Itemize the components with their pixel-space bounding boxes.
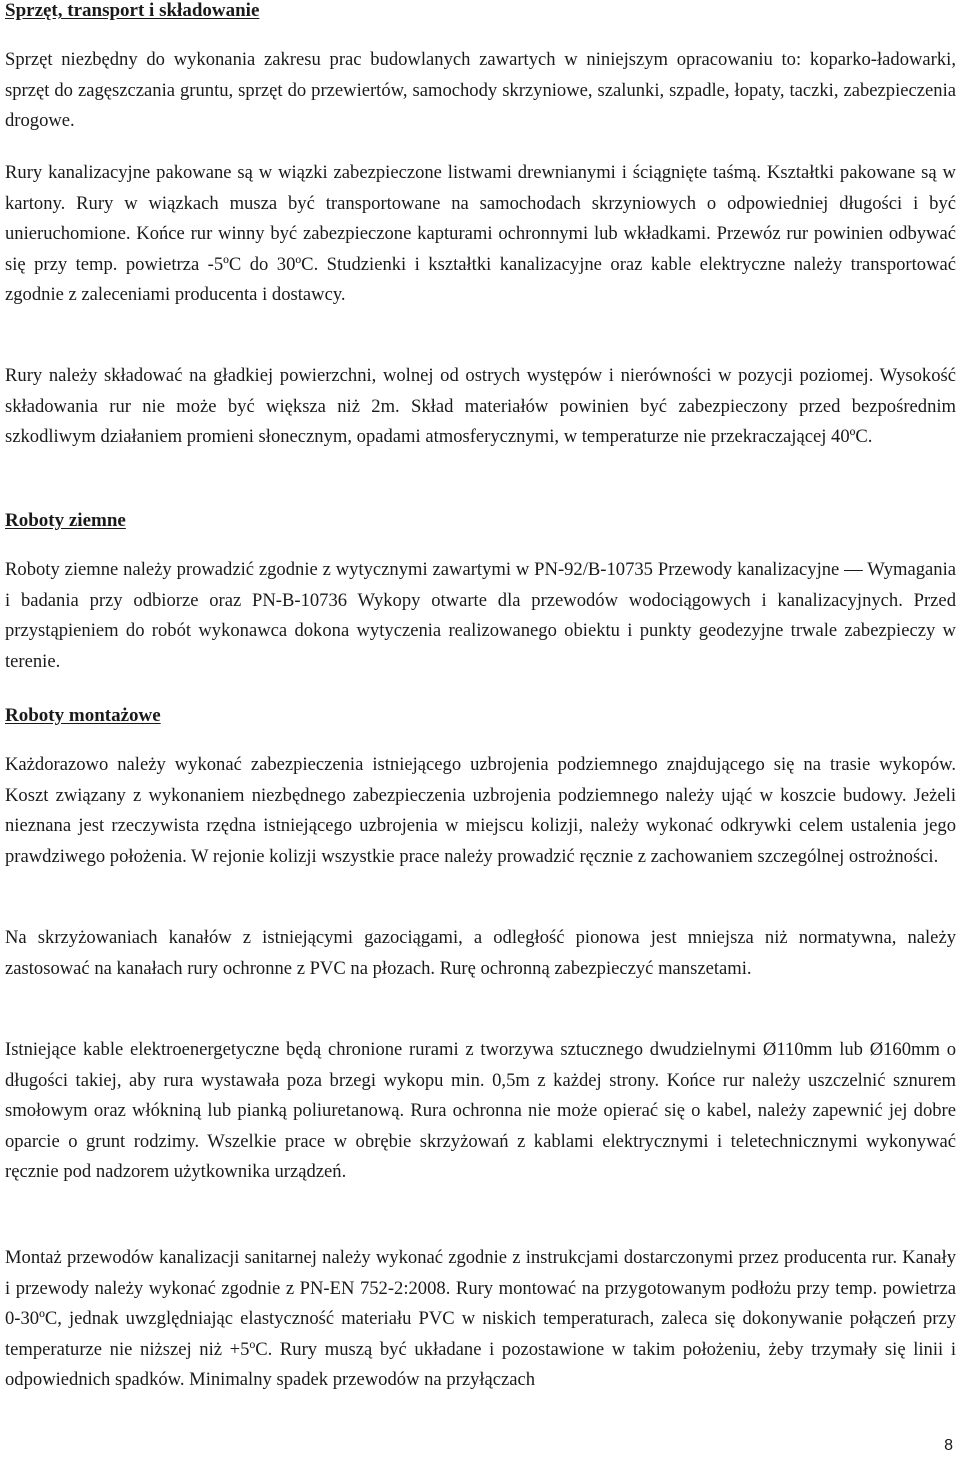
paragraph-equipment: Sprzęt niezbędny do wykonania zakresu prac budowlanych zawartych w niniejszym opracowaniu to: koparko-ładowarki, sprzęt do zagęszczania gruntu, sprzęt do przewiertów, samochody skrzyniowe, szalunki, szpadle, łopaty, taczki, zabezpieczenia drogowe. [5, 49, 956, 131]
paragraph-transport: Rury kanalizacyjne pakowane są w wiązki zabezpieczone listwami drewnianymi i ściągnięte taśmą. Kształtki pakowane są w kartony. Rury w wiązkach musza być transportowane na samochodach skrzyniowych o odpowiedniej długości i być unieruchomione. Końce rur winny być zabezpieczone kapturami ochronnymi lub wkładkami. Przewóz rur powinien odbywać się przy temp. powietrza -5ºC do 30ºC. Studzienki i kształtki kanalizacyjne oraz kable elektryczne należy transportować zgodnie z zaleceniami producenta i dostawcy. [5, 162, 956, 305]
section-heading-sprzet: Sprzęt, transport i składowanie [5, 0, 260, 21]
paragraph-utility-protection: Każdorazowo należy wykonać zabezpieczenia istniejącego uzbrojenia podziemnego znajdującego się na trasie wykopów. Koszt związany z wykonaniem niezbędnego zabezpieczenia uzbrojenia podziemnego należy ująć w koszcie budowy. Jeżeli nieznana jest rzeczywista rzędna istniejącego uzbrojenia w miejscu kolizji, należy wykonać odkrywki celem ustalenia jego prawdziwego położenia. W rejonie kolizji wszystkie prace należy prowadzić ręcznie z zachowaniem szczególnej ostrożności. [5, 754, 956, 867]
paragraph-power-cables: Istniejące kable elektroenergetyczne będą chronione rurami z tworzywa sztucznego dwudzielnymi Ø110mm lub Ø160mm o długości takiej, aby rura wystawała poza brzegi wykopu min. 0,5m z każdej strony. Końce rur należy uszczelnić sznurem smołowym oraz włókniną lub pianką poliuretanową. Rura ochronna nie może opierać się o kabel, należy zapewnić jej dobre oparcie o grunt rodzimy. Wszelkie prace w obrębie skrzyżowań z kablami elektrycznymi i teletechnicznymi wykonywać ręcznie pod nadzorem użytkownika urządzeń. [5, 1039, 956, 1182]
page-number: 8 [944, 1437, 953, 1454]
paragraph-earthworks: Roboty ziemne należy prowadzić zgodnie z wytycznymi zawartymi w PN-92/B-10735 Przewody kanalizacyjne — Wymagania i badania przy odbiorze oraz PN-B-10736 Wykopy otwarte dla przewodów wodociągowych i kanalizacyjnych. Przed przystąpieniem do robót wykonawca dokona wytyczenia realizowanego obiektu i punkty geodezyjne trwale zabezpieczy w terenie. [5, 559, 956, 672]
paragraph-storage: Rury należy składować na gładkiej powierzchni, wolnej od ostrych występów i nierówności w pozycji poziomej. Wysokość składowania rur nie może być większa niż 2m. Skład materiałów powinien być zabezpieczony przed bezpośrednim szkodliwym działaniem promieni słonecznym, opadami atmosferycznymi, w temperaturze nie przekraczającej 40ºC. [5, 365, 956, 447]
paragraph-gas-crossings: Na skrzyżowaniach kanałów z istniejącymi gazociągami, a odległość pionowa jest mniejsza niż normatywna, należy zastosować na kanałach rury ochronne z PVC na płozach. Rurę ochronną zabezpieczyć manszetami. [5, 927, 956, 979]
section-heading-roboty-montazowe: Roboty montażowe [5, 705, 161, 726]
section-heading-roboty-ziemne: Roboty ziemne [5, 510, 126, 531]
paragraph-pipe-installation: Montaż przewodów kanalizacji sanitarnej należy wykonać zgodnie z instrukcjami dostarczonymi przez producenta rur. Kanały i przewody należy wykonać zgodnie z PN-EN 752-2:2008. Rury montować na przygotowanym podłożu przy temp. powietrza 0-30ºC, jednak uwzględniając elastyczność materiału PVC w niskich temperaturach, zaleca się dokonywanie połączeń przy temperaturze nie niższej niż +5ºC. Rury muszą być układane i pozostawione w takim położeniu, żeby trzymały się linii i odpowiednich spadków. Minimalny spadek przewodów na przyłączach [5, 1247, 956, 1390]
